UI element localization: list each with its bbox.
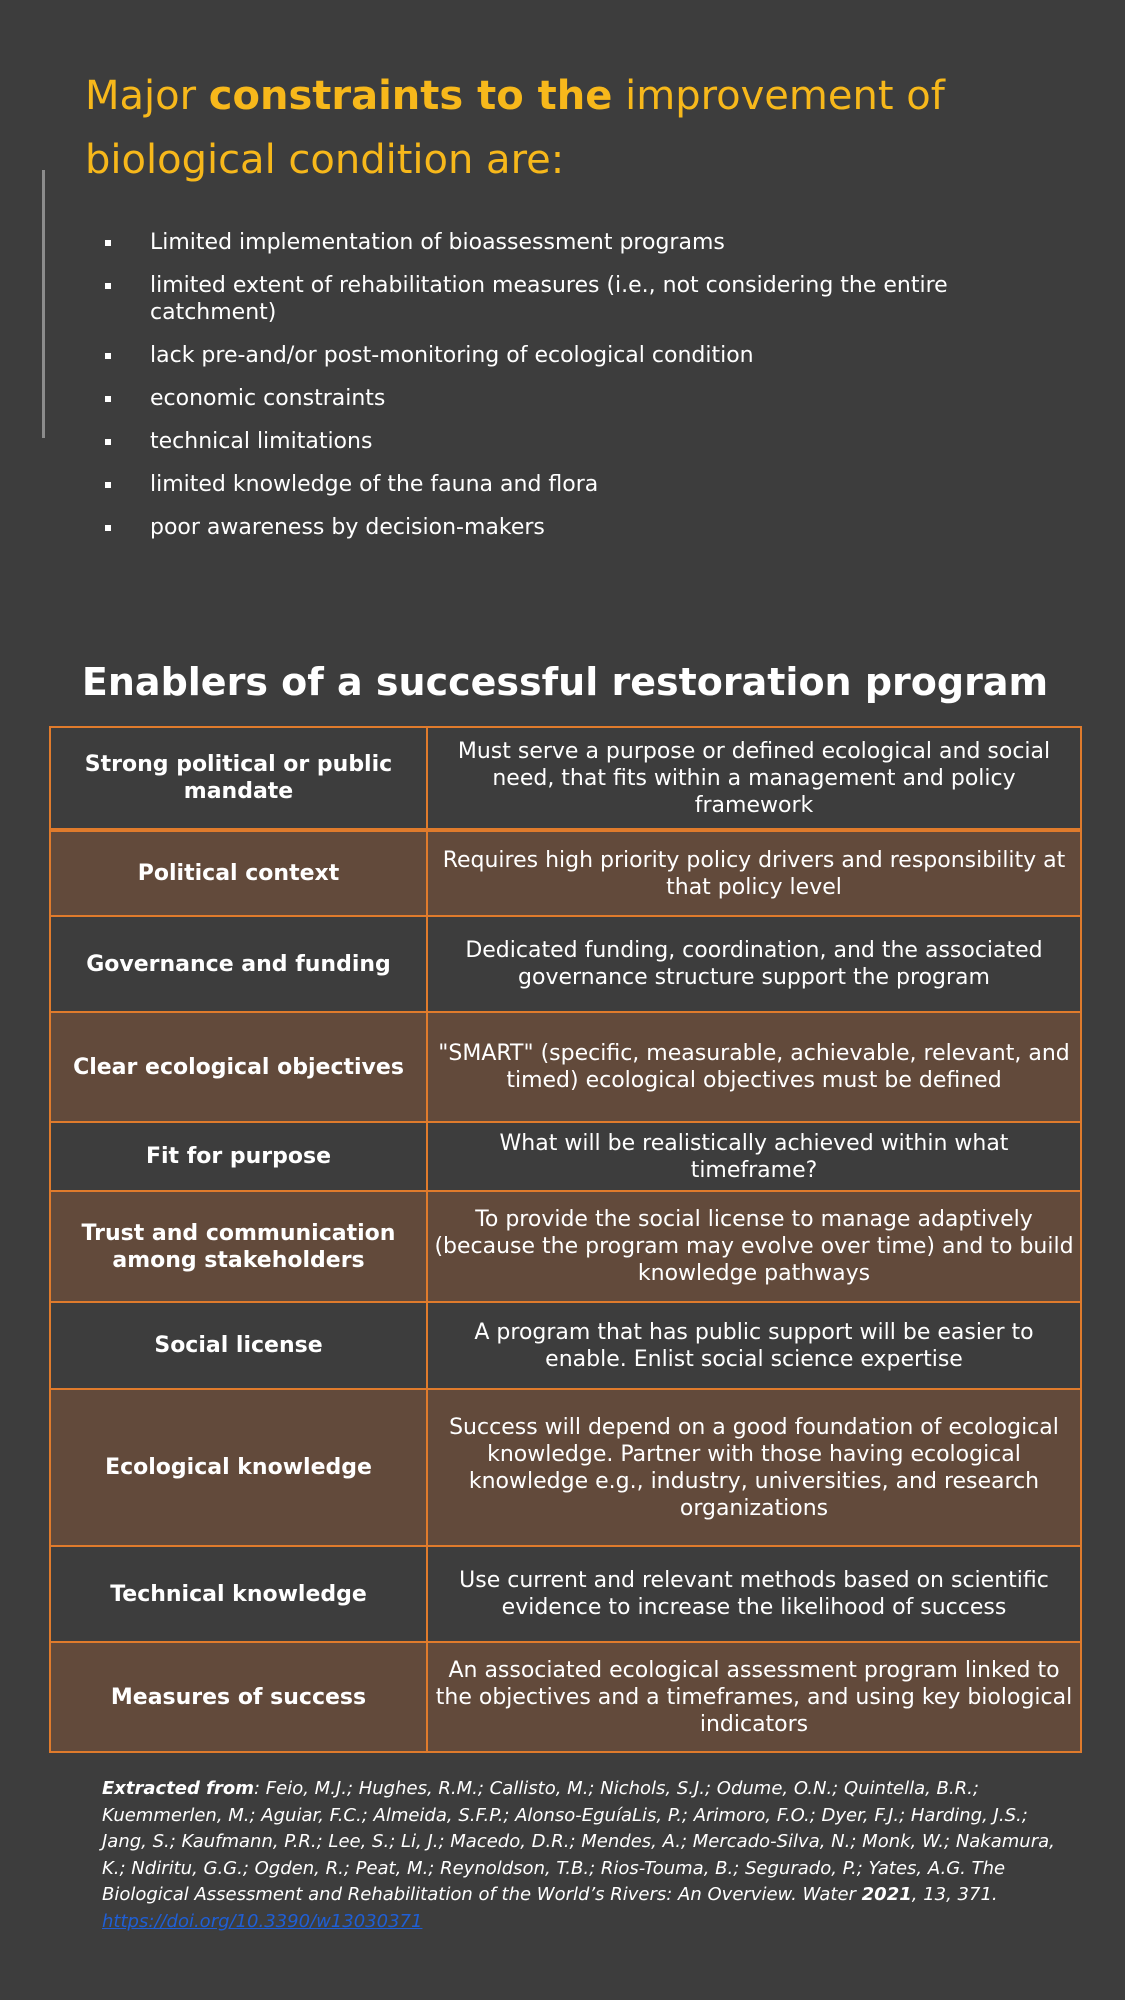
enabler-description: Dedicated funding, coordination, and the associated governance structure support the program [427,916,1081,1012]
constraint-item [105,514,1065,541]
table-row [50,916,1081,1012]
table-row [50,1012,1081,1122]
table-row [50,1122,1081,1191]
enabler-name: Fit for purpose [50,1122,427,1191]
enabler-name: Social license [50,1302,427,1389]
table-row [50,830,1081,916]
enabler-name: Measures of success [50,1642,427,1752]
enabler-description: Use current and relevant methods based on scientific evidence to increase the likelihood of success [427,1546,1081,1642]
constraint-item [105,342,1065,369]
citation-volume: , 13, 371. [911,1884,998,1905]
heading-bold-part: constraints to the [208,73,613,119]
square-bullet-icon [105,353,111,359]
enabler-name: Clear ecological objectives [50,1012,427,1122]
constraint-text: Limited implementation of bioassessment programs [150,230,725,255]
citation-label: Extracted from [102,1778,254,1799]
heading-part-1: Major [85,73,209,119]
table-row [50,1546,1081,1642]
enabler-name: Technical knowledge [50,1546,427,1642]
table-row [50,1302,1081,1389]
constraint-item [105,385,1065,412]
enabler-name: Strong political or public mandate [50,727,427,830]
constraint-item [105,229,1065,256]
square-bullet-icon [105,283,111,289]
table-row [50,1642,1081,1752]
table-row [50,1389,1081,1546]
constraint-text: limited extent of rehabilitation measures (i.e., not considering the entire catchment) [150,273,948,325]
citation-year: 2021 [861,1884,912,1905]
square-bullet-icon [105,396,111,402]
table-row [50,727,1081,830]
enabler-description: An associated ecological assessment program linked to the objectives and a timeframes, and using key biological indicators [427,1642,1081,1752]
constraint-text: economic constraints [150,386,386,411]
doi-link[interactable]: https://doi.org/10.3390/w13030371 [102,1910,423,1932]
enabler-description: "SMART" (specific, measurable, achievable, relevant, and timed) ecological objectives must be defined [427,1012,1081,1122]
citation-authors: : Feio, M.J.; Hughes, R.M.; Callisto, M.; Nichols, S.J.; Odume, O.N.; Quintella, B.R.; Kuemmerlen, M.; Aguiar, F.C.; Almeida, S.F.P.; Alonso-EguíaLis, P.; Arimoro, F.O.; Dyer, F.J.; Harding, J.S.; Jang, S.; Kaufmann, P.R.; Lee, S.; Li, J.; Macedo, D.R.; Mendes, A.; Mercado-Silva, N.; Monk, W.; Nakamura, K.; Ndiritu, G.G.; Ogden, R.; Peat, M.; Reynoldson, T.B.; Rios-Touma, B.; Segurado, P.; Yates, A.G. The Biological Assessment and Rehabilitation of the World’s Rivers: An Overview. Water [102,1778,1055,1905]
constraint-item [105,471,1065,498]
constraints-list [105,229,1065,557]
constraint-text: technical limitations [150,429,373,454]
enabler-name: Political context [50,830,427,916]
square-bullet-icon [105,439,111,445]
table-row [50,1191,1081,1302]
constraints-heading [85,64,1085,192]
enabler-description: Requires high priority policy drivers and responsibility at that policy level [427,830,1081,916]
constraint-text: lack pre-and/or post-monitoring of ecological condition [150,343,754,368]
citation [102,1776,1062,1935]
heading-part-2: improvement of biological condition are: [85,73,945,183]
enabler-description: A program that has public support will be easier to enable. Enlist social science expertise [427,1302,1081,1389]
enabler-name: Governance and funding [50,916,427,1012]
enabler-name: Trust and communication among stakeholders [50,1191,427,1302]
enabler-description: Must serve a purpose or defined ecological and social need, that fits within a management and policy framework [427,727,1081,830]
square-bullet-icon [105,525,111,531]
vertical-accent-bar [42,170,45,438]
constraint-item [105,428,1065,455]
constraint-text: poor awareness by decision-makers [150,515,545,540]
square-bullet-icon [105,240,111,246]
constraint-item [105,272,1065,326]
enabler-name: Ecological knowledge [50,1389,427,1546]
enablers-table [49,726,1082,1753]
square-bullet-icon [105,482,111,488]
enabler-description: Success will depend on a good foundation of ecological knowledge. Partner with those having ecological knowledge e.g., industry, universities, and research organizations [427,1389,1081,1546]
enabler-description: To provide the social license to manage adaptively (because the program may evolve over time) and to build knowledge pathways [427,1191,1081,1302]
enabler-description: What will be realistically achieved within what timeframe? [427,1122,1081,1191]
enablers-title: Enablers of a successful restoration program [81,660,1049,704]
constraint-text: limited knowledge of the fauna and flora [150,472,599,497]
